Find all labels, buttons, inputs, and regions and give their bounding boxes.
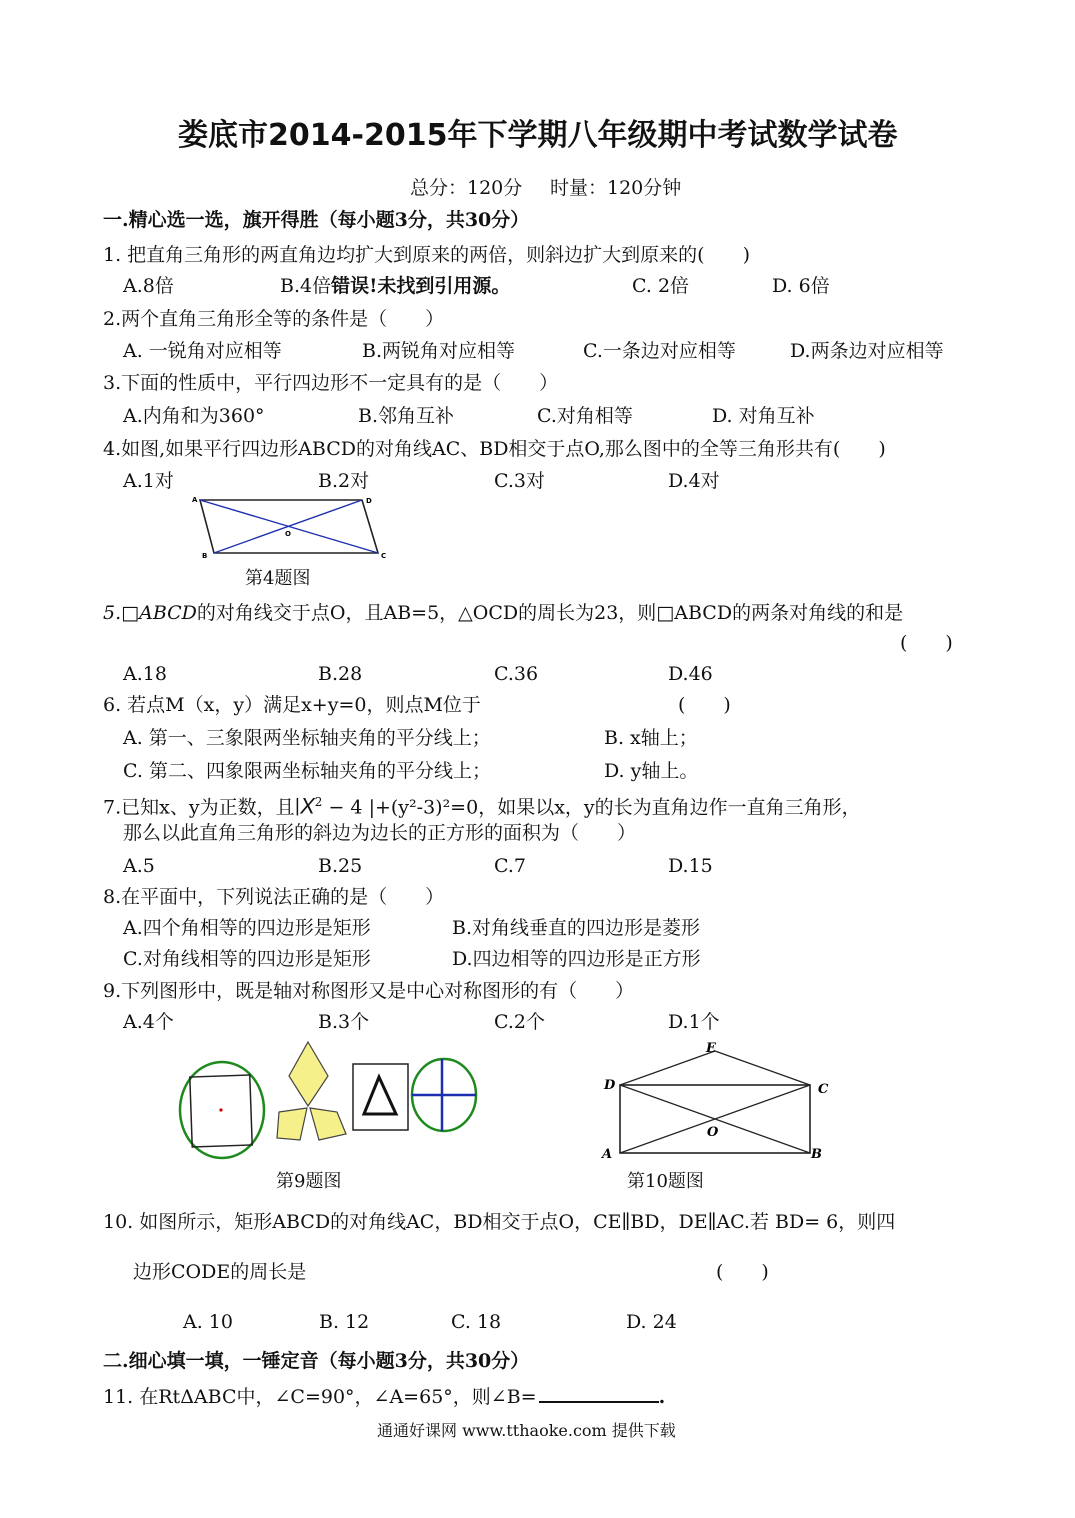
q9-shape-circle-cross	[412, 1059, 476, 1131]
q5-answer-paren: ( )	[900, 632, 953, 654]
q1-error-text: 错误!未找到引用源。	[331, 275, 511, 297]
q1-option-a: A.8倍	[123, 275, 174, 297]
q8-option-b: B.对角线垂直的四边形是菱形	[452, 917, 701, 939]
q6-option-d: D. y轴上。	[604, 760, 699, 782]
q4-label-b: B	[202, 552, 208, 560]
q10-option-b: B. 12	[319, 1311, 370, 1333]
q11-stem: 11. 在RtΔABC中，∠C=90°，∠A=65°，则∠B= .	[103, 1383, 665, 1409]
q4-caption: 第4题图	[245, 568, 311, 589]
q3-option-b: B.邻角互补	[358, 405, 455, 427]
q10-stem-line2: 边形CODE的周长是	[133, 1261, 307, 1283]
q1-option-d: D. 6倍	[772, 275, 830, 297]
q10-caption: 第10题图	[627, 1171, 704, 1192]
q10-label-a: A	[602, 1147, 613, 1162]
q4-option-b: B.2对	[318, 470, 370, 492]
q5-stem: 5.□ABCD的对角线交于点O，且AB=5，△OCD的周长为23，则□ABCD的两条对角线的和是	[103, 602, 904, 624]
total-score: 总分：120分	[410, 177, 523, 199]
q5-option-a: A.18	[123, 663, 167, 685]
q8-option-d: D.四边相等的四边形是正方形	[452, 948, 701, 970]
q4-option-d: D.4对	[668, 470, 720, 492]
q2-option-a: A. 一锐角对应相等	[123, 340, 282, 362]
q4-parallelogram-figure	[190, 492, 400, 562]
q7-option-d: D.15	[668, 855, 713, 877]
q10-option-c: C. 18	[451, 1311, 502, 1333]
q6-answer-paren: ( )	[678, 694, 731, 716]
q9-shape-yellow-leaves	[277, 1042, 346, 1140]
q9-option-b: B.3个	[318, 1011, 370, 1033]
q9-option-d: D.1个	[668, 1011, 720, 1033]
q3-option-c: C.对角相等	[537, 405, 633, 427]
footer-text: 通通好课网 www.tthaoke.com 提供下载	[377, 1421, 676, 1440]
q6-stem: 6. 若点M（x，y）满足x+y=0，则点M位于	[103, 694, 481, 716]
q4-label-o: O	[285, 530, 291, 538]
q2-option-c: C.一条边对应相等	[583, 340, 736, 362]
q4-stem: 4.如图,如果平行四边形ABCD的对角线AC、BD相交于点O,那么图中的全等三角形共有( )	[103, 438, 886, 460]
q8-stem: 8.在平面中，下列说法正确的是（ ）	[103, 886, 445, 908]
q9-stem: 9.下列图形中，既是轴对称图形又是中心对称图形的有（ ）	[103, 980, 635, 1002]
q7-option-a: A.5	[123, 855, 155, 877]
q2-option-d: D.两条边对应相等	[790, 340, 944, 362]
q10-label-o: O	[707, 1125, 719, 1140]
q9-option-a: A.4个	[123, 1011, 174, 1033]
q1-stem: 1. 把直角三角形的两直角边均扩大到原来的两倍，则斜边扩大到原来的( )	[103, 244, 750, 266]
q8-option-c: C.对角线相等的四边形是矩形	[123, 948, 371, 970]
q6-option-a: A. 第一、三象限两坐标轴夹角的平分线上；	[123, 727, 491, 749]
q4-label-a: A	[192, 496, 198, 504]
q9-shape-square-triangle	[353, 1064, 408, 1130]
q3-option-a: A.内角和为360°	[123, 405, 265, 427]
q10-option-a: A. 10	[183, 1311, 233, 1333]
q5-option-c: C.36	[494, 663, 539, 685]
q10-label-b: B	[811, 1147, 822, 1162]
q4-option-c: C.3对	[494, 470, 545, 492]
q9-caption: 第9题图	[276, 1171, 342, 1192]
q7-option-b: B.25	[318, 855, 363, 877]
q8-option-a: A.四个角相等的四边形是矩形	[123, 917, 371, 939]
page-title: 娄底市2014-2015年下学期八年级期中考试数学试卷	[178, 118, 898, 153]
q10-answer-paren: ( )	[716, 1261, 769, 1283]
q9-figures	[176, 1040, 486, 1165]
time-limit: 时量：120分钟	[550, 177, 682, 199]
q5-option-d: D.46	[668, 663, 713, 685]
q10-stem-line1: 10. 如图所示，矩形ABCD的对角线AC，BD相交于点O，CE∥BD，DE∥AC.若 BD= 6，则四	[103, 1211, 896, 1233]
q10-label-d: D	[604, 1078, 616, 1093]
section-1-heading: 一.精心选一选，旗开得胜（每小题3分，共30分）	[103, 209, 530, 231]
q4-label-d: D	[366, 497, 372, 505]
q1-option-c: C. 2倍	[632, 275, 690, 297]
q4-option-a: A.1对	[123, 470, 174, 492]
section-2-heading: 二.细心填一填，一锤定音（每小题3分，共30分）	[103, 1350, 530, 1372]
q9-shape-circle-square	[180, 1062, 264, 1158]
q5-option-b: B.28	[318, 663, 363, 685]
q7-option-c: C.7	[494, 855, 526, 877]
q4-label-c: C	[381, 552, 387, 560]
q7-stem-line2: 那么以此直角三角形的斜边为边长的正方形的面积为（ ）	[123, 822, 637, 844]
q10-option-d: D. 24	[626, 1311, 677, 1333]
q10-label-e: E	[706, 1041, 716, 1056]
q3-option-d: D. 对角互补	[712, 405, 815, 427]
q6-option-c: C. 第二、四象限两坐标轴夹角的平分线上；	[123, 760, 491, 782]
q10-label-c: C	[818, 1082, 829, 1097]
q2-stem: 2.两个直角三角形全等的条件是（ ）	[103, 308, 445, 330]
q11-answer-blank	[539, 1383, 659, 1403]
q7-stem: 7.已知x、y为正数，且$∣X^2 - 4$ |+(y²-3)²=0，如果以x，y的长为直角边作一直角三角形，	[103, 793, 861, 819]
q6-option-b: B. x轴上；	[604, 727, 698, 749]
q1-option-b: B.4倍错误!未找到引用源。	[280, 275, 511, 297]
q3-stem: 3.下面的性质中，平行四边形不一定具有的是（ ）	[103, 372, 559, 394]
q10-rectangle-figure	[600, 1040, 845, 1165]
q9-option-c: C.2个	[494, 1011, 545, 1033]
q7-expr-x: X	[300, 793, 315, 819]
q2-option-b: B.两锐角对应相等	[362, 340, 516, 362]
